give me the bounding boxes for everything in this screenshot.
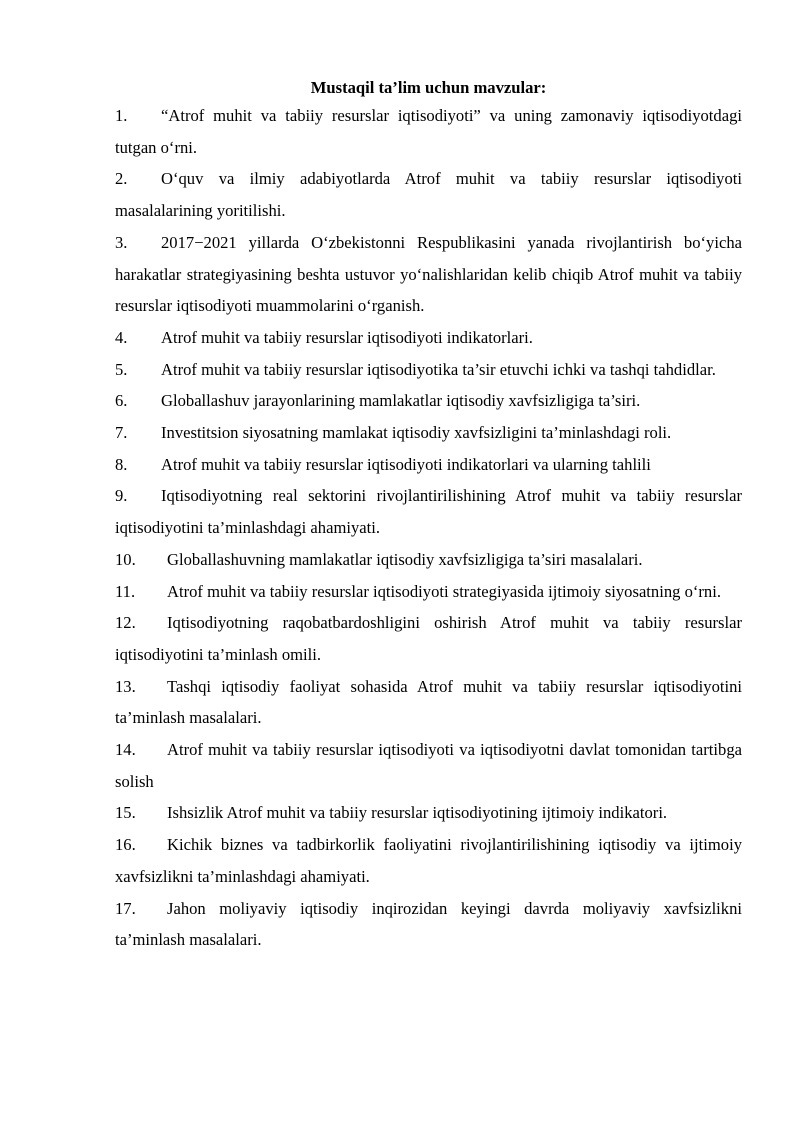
item-number: 1.	[115, 106, 128, 125]
list-item	[115, 734, 742, 797]
item-text: Atrof muhit va tabiiy resurslar iqtisodiyoti indikatorlari.	[161, 327, 533, 347]
item-text: Atrof muhit va tabiiy resurslar iqtisodiyoti indikatorlari va ularning tahlili	[161, 454, 651, 474]
list-item	[115, 100, 742, 163]
item-number: 12.	[115, 613, 136, 633]
item-number: 17.	[115, 898, 136, 918]
item-text: O‘quv va ilmiy adabiyotlarda Atrof muhit va tabiiy resurslar iqtisodiyoti masalalarining yoritilishi.	[115, 169, 742, 221]
list-item	[115, 417, 742, 449]
document-page	[115, 76, 742, 956]
item-text: Atrof muhit va tabiiy resurslar iqtisodiyotika ta’sir etuvchi ichki va tashqi tahdidlar.	[161, 359, 716, 379]
item-text: Atrof muhit va tabiiy resurslar iqtisodiyoti strategiyasida ijtimoiy siyosatning o‘rni.	[167, 581, 721, 601]
list-item	[115, 893, 742, 956]
item-text: Tashqi iqtisodiy faoliyat sohasida Atrof muhit va tabiiy resurslar iqtisodiyotini ta’minlash masalalari.	[115, 676, 742, 728]
list-item	[115, 480, 742, 543]
item-number: 5.	[115, 359, 128, 379]
item-number: 16.	[115, 835, 136, 855]
item-number: 3.	[115, 232, 128, 252]
item-text: Jahon moliyaviy iqtisodiy inqirozidan keyingi davrda moliyaviy xavfsizlikni ta’minlash masalalari.	[115, 898, 742, 950]
item-number: 15.	[115, 803, 136, 823]
item-number: 6.	[115, 391, 128, 411]
list-item	[115, 607, 742, 670]
list-item	[115, 163, 742, 226]
item-text: Globallashuvning mamlakatlar iqtisodiy xavfsizligiga ta’siri masalalari.	[167, 549, 643, 569]
item-number: 13.	[115, 676, 136, 696]
list-item	[115, 576, 742, 608]
list-item	[115, 544, 742, 576]
list-item	[115, 449, 742, 481]
item-number: 2.	[115, 169, 128, 189]
item-text: Atrof muhit va tabiiy resurslar iqtisodiyoti va iqtisodiyotni davlat tomonidan tartibga solish	[115, 740, 742, 791]
list-item	[115, 797, 742, 829]
item-text: Iqtisodiyotning real sektorini rivojlantirilishining Atrof muhit va tabiiy resurslar iqtisodiyotini ta’minlashdagi ahamiyati.	[115, 486, 742, 538]
item-text: Ishsizlik Atrof muhit va tabiiy resurslar iqtisodiyotining ijtimoiy indikatori.	[167, 803, 668, 823]
item-text: 2017−2021 yillarda O‘zbekistonni Respublikasini yanada rivojlantirish bo‘yicha harakatlar strategiyasining beshta ustuvor yo‘nalishlaridan kelib chiqib Atrof muhit va tabiiy resurslar iqtisodiyoti muammolarini o‘rganish.	[115, 232, 742, 316]
item-text: Iqtisodiyotning raqobatbardoshligini oshirish Atrof muhit va tabiiy resurslar iqtisodiyotini ta’minlash omili.	[115, 613, 742, 664]
item-number: 8.	[115, 454, 128, 474]
item-number: 14.	[115, 740, 136, 760]
item-text: “Atrof muhit va tabiiy resurslar iqtisodiyoti” va uning zamonaviy iqtisodiyotdagi tutgan o‘rni.	[115, 106, 742, 157]
item-number: 7.	[115, 423, 128, 443]
item-text: Investitsion siyosatning mamlakat iqtisodiy xavfsizligini ta’minlashdagi roli.	[161, 423, 672, 443]
item-number: 4.	[115, 327, 128, 347]
item-text: Globallashuv jarayonlarining mamlakatlar iqtisodiy xavfsizligiga ta’siri.	[161, 391, 641, 411]
list-item	[115, 354, 742, 386]
item-number: 9.	[115, 486, 128, 506]
list-item	[115, 671, 742, 734]
list-item	[115, 829, 742, 892]
list-item	[115, 322, 742, 354]
list-item	[115, 385, 742, 417]
page-title: Mustaqil ta’lim uchun mavzular:	[310, 78, 547, 97]
item-number: 11.	[115, 581, 136, 601]
list-item	[115, 227, 742, 322]
topic-list	[115, 100, 742, 956]
item-text: Kichik biznes va tadbirkorlik faoliyatini rivojlantirilishining iqtisodiy va ijtimoiy xavfsizlikni ta’minlashdagi ahamiyati.	[115, 835, 742, 886]
item-number: 10.	[115, 549, 136, 569]
